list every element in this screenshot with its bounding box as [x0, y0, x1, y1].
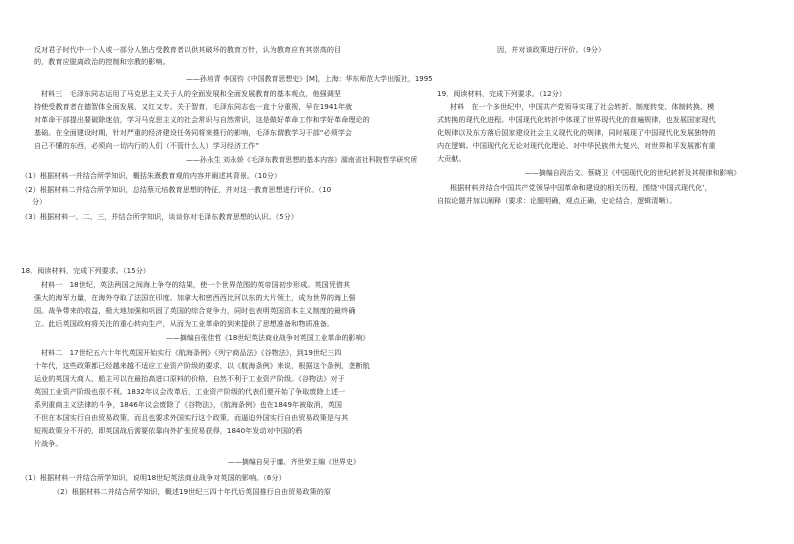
text-line: 材料一 18世纪，英法两国之间海上争夺的结果，使一个世界范围的英帝国初步形成。英国凭借其: [41, 280, 351, 289]
text-line: 对革命干部提出要破除迷信，学习马克思主义的社会常识与自然常识，这是做好革命工作和学好革命理论的: [34, 115, 370, 124]
text-line: 大贡献。: [437, 154, 466, 163]
source-citation: ——摘编自张佳哲《18世纪英法商业战争对英国工业革命的影响》: [166, 334, 370, 342]
question-item: （2）根据材料二并结合所学知识，总结蔡元培教育思想的特征，并对这一教育思想进行评价。（10: [21, 185, 332, 194]
text-line: 自拟论题并加以阐释（要求：论题明确，观点正确，史论结合，逻辑清晰）。: [437, 196, 677, 205]
text-line: 国。战争带来的收益，极大地加强和巩固了英国的综合竞争力，同时也表明英国资本主义制度的最终确: [34, 306, 356, 315]
text-line: 材料二 17世纪五六十年代英国开始实行《航海条例》《列宁商品法》《谷物法》，到19世纪三四: [41, 348, 342, 357]
text-line: 内在逻辑。中国现代化无论对现代化理论、对中华民族伟大复兴、对世界和平发展都有重: [437, 141, 716, 150]
question-heading: 19．阅读材料，完成下列要求。（12分）: [437, 89, 567, 98]
text-line: 运业的英国大商人、船主可以在最抬高进口原料的价格，自然不利于工业资产阶级。《谷物法》对于: [34, 374, 345, 383]
text-line: 式转换的现代化进程。中国现代化转折中体现了世界现代化的普遍规律，也发展国家现代: [437, 115, 716, 124]
question-item: （2）根据材料二并结合所学知识，概述19世纪三四十年代后英国推行自由贸易政策的原: [53, 487, 332, 496]
text-line: 立。此后英国政府将关注的重心转向生产，从而为工业革命的到来提供了思想准备和物质准备。: [34, 319, 335, 328]
text-line: 反对君子时代中一个人或一部分人独占受教育者以供其破坏的教育万针，认为教育应有其崇高的目: [34, 45, 342, 54]
text-line: 材料三 毛泽东同志运用了马克思主义关于人的全面发展和全面发展教育的基本观点，他强调坚: [41, 89, 342, 98]
source-citation: ——摘编自吴于廑、齐世荣主编《世界史》: [228, 458, 360, 466]
text-line: 十年代，这些政策都已经越来越不适应工业资产阶级的要求，以《航海条例》来说，根据这个条例，垄断航: [34, 361, 370, 370]
text-line: 短视政策分不开的，即英国战后需要依靠向外扩张贸易获得，1840年发动对中国的鸦: [34, 426, 303, 435]
question-item: （1）根据材料一并结合所学知识，说明18世纪英法商业战争对英国的影响。（6分）: [21, 473, 286, 482]
text-line: 的，教育应脱离政治的控制和宗教的影响。: [34, 57, 170, 66]
source-citation: ——摘编自段治文、蔡晓卫《中国现代化的世纪转折及其规律和影响》: [525, 169, 741, 177]
text-line: 自己不懂的东西，必须向一切内行的人们（不管什么人）学习经济工作”: [34, 141, 260, 150]
text-line: 系列重商主义法律的斗争，1846年议会废除了《谷物法》，《航海条例》也在1849年被取消，英国: [34, 400, 343, 409]
question-item: 分）: [32, 197, 47, 206]
text-line: 持使受教育者在德智体全面发展，又红又专。关于智育，毛泽东同志也一直十分重视，早在1941年就: [34, 102, 353, 111]
source-citation: ——孙永生 刘永娇《毛泽东教育思想的基本内容》湖南省社科院哲学研究所: [186, 156, 418, 164]
text-line: 因，并对该政策进行评价。（9分）: [497, 45, 606, 54]
text-line: 片战争。: [34, 439, 63, 448]
question-item: （3）根据材料一、二、三，并结合所学知识，谈谈你对毛泽东教育思想的认识。（5分）: [21, 212, 299, 221]
text-line: 强大的海军力量，在海外夺取了法国在印度、加拿大和密西西比河以东的大片领土，成为世界的海上强: [34, 293, 356, 302]
text-line: 英国工业资产阶级也很不利。1832年议会改革后，工业资产阶级的代表们便开始了争取废除上述一: [34, 387, 346, 396]
text-line: 根据材料并结合中国共产党领导中国革命和建设的相关历程，围绕‘中国式现代化’，: [450, 183, 712, 192]
question-heading: 18．阅读材料，完成下列要求。（15分）: [21, 266, 151, 275]
source-citation: ——孙培青 李国钧《中国教育思想史》[M]，上海：华东师范大学出版社，1995: [186, 75, 433, 83]
text-line: 不但在本国实行自由贸易政策，而且也要求外国实行这个政策，而逼迫外国实行自由贸易政策是与其: [34, 413, 349, 422]
text-line: 材料 在一个多世纪中，中国共产党领导实现了社会转折、制度转变、体制转换、模: [450, 102, 715, 111]
text-line: 化规律以及东方落后国家建设社会主义现代化的规律，同时展现了中国现代化发展独特的: [437, 128, 716, 137]
question-item: （1）根据材料一并结合所学知识，概括朱熹教育观的内容并阐述其背景。（10分）: [21, 171, 282, 180]
text-line: 基础。在全面建设时期，针对严重的经济建设任务同将来推行的影响，毛泽东谓教学习干部“必须学会: [34, 128, 353, 137]
